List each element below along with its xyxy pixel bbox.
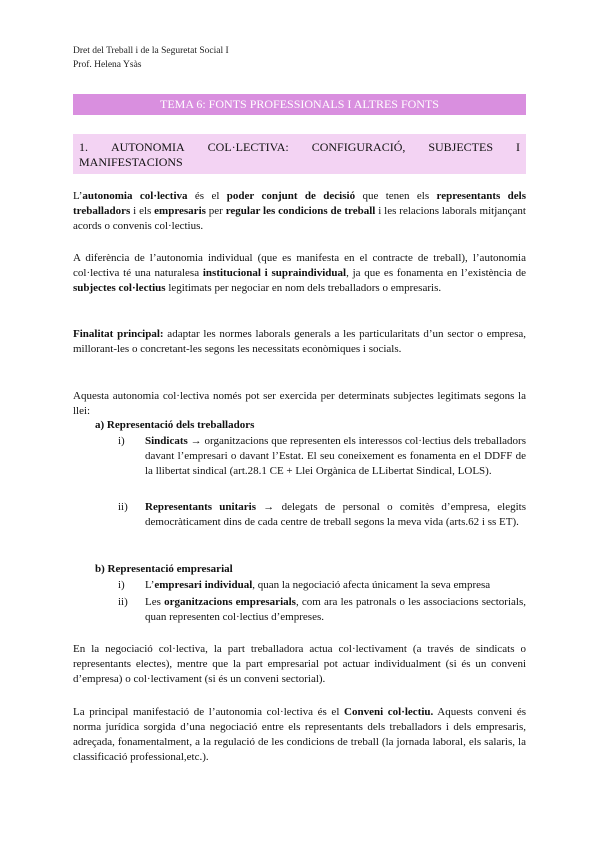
list-number: ii) [118,596,128,608]
paragraph-subjects-intro: Aquesta autonomia col·lectiva només pot ser exercida per determinats subjectes legitimats segons la llei: [73,390,526,417]
paragraph-definition: L’autonomia col·lectiva és el poder conjunt de decisió que tenen els representants dels treballadors i els empresaris per regular les condicions de treball i les relacions laborals mitjançant acords o convenis col·lectius. [73,190,527,232]
list-item-employer-orgs: Les organitzacions empresarials, com ara les patronals o les associacions sectorials, quan representen col·lectius d’empreses. [145,596,526,623]
list-heading-workers: a) Representació dels treballadors [95,419,255,431]
section-word: AUTONOMIA [110,140,185,154]
document-header [73,44,229,72]
list-item-individual-employer: L’empresari individual, quan la negociació afecta únicament la seva empresa [145,579,491,591]
course-name: Dret del Treball i de la Seguretat Social I [73,46,229,56]
list-item-unions: Sindicats → organitzacions que representen els interessos col·lectius dels treballadors davant l’empresari o davant l’Estat. El seu coneixement es fonamenta en el DDFF de la llibertat sindical (art.28.1 CE + Llei Orgànica de LLibertat Sindical, LOLS). [145,435,526,477]
list-item-unitary-reps: Representants unitaris → delegats de personal o comitès d’empresa, elegits democràticament dins de cada centre de treball segons la meva vida (arts.62 i ss ET). [145,501,526,528]
section-word: COL·LECTIVA: [207,140,289,154]
section-word: SUBJECTES [428,140,494,154]
section-word: CONFIGURACIÓ, [311,140,406,154]
list-number: i) [118,435,125,447]
section-heading [73,134,526,174]
professor-name: Prof. Helena Ysàs [73,60,142,70]
paragraph-negotiation: En la negociació col·lectiva, la part treballadora actua col·lectivament (a través de sindicats o representants electes), mentre que la part empresarial pot actuar individualment (si és un conveni d’empresa) o col·lectivament (si és un conveni sectorial). [73,643,526,685]
paragraph-nature: A diferència de l’autonomia individual (que es manifesta en el contracte de treball), l’autonomia col·lectiva té una naturalesa institucional i supraindividual, ja que es fonamenta en l’existència de subjectes col·lectius legitimats per negociar en nom dels treballadors o empresaris. [73,252,527,294]
section-number: 1. [79,140,88,154]
paragraph-purpose: Finalitat principal: adaptar les normes laborals generals a les particularitats d’un sector o empresa, millorant-les o concretant-les segons les necessitats econòmiques i socials. [73,328,526,355]
list-number: i) [118,579,125,591]
paragraph-collective-agreement: La principal manifestació de l’autonomia col·lectiva és el Conveni col·lectiu. Aquests conveni és norma jurídica sorgida d’una negociació entre els representants dels treballadors i dels empresaris, adreçada, fonamentalment, a la regulació de les condicions de treball (la jornada laboral, els salaris, la classificació professional,etc.). [73,706,526,763]
section-heading-line2: MANIFESTACIONS [79,155,183,169]
section-heading-line1 [79,140,520,155]
section-word: I [515,140,520,154]
topic-title: TEMA 6: FONTS PROFESSIONALS I ALTRES FONTS [73,94,526,115]
list-heading-employers: b) Representació empresarial [95,563,233,575]
list-number: ii) [118,501,128,513]
